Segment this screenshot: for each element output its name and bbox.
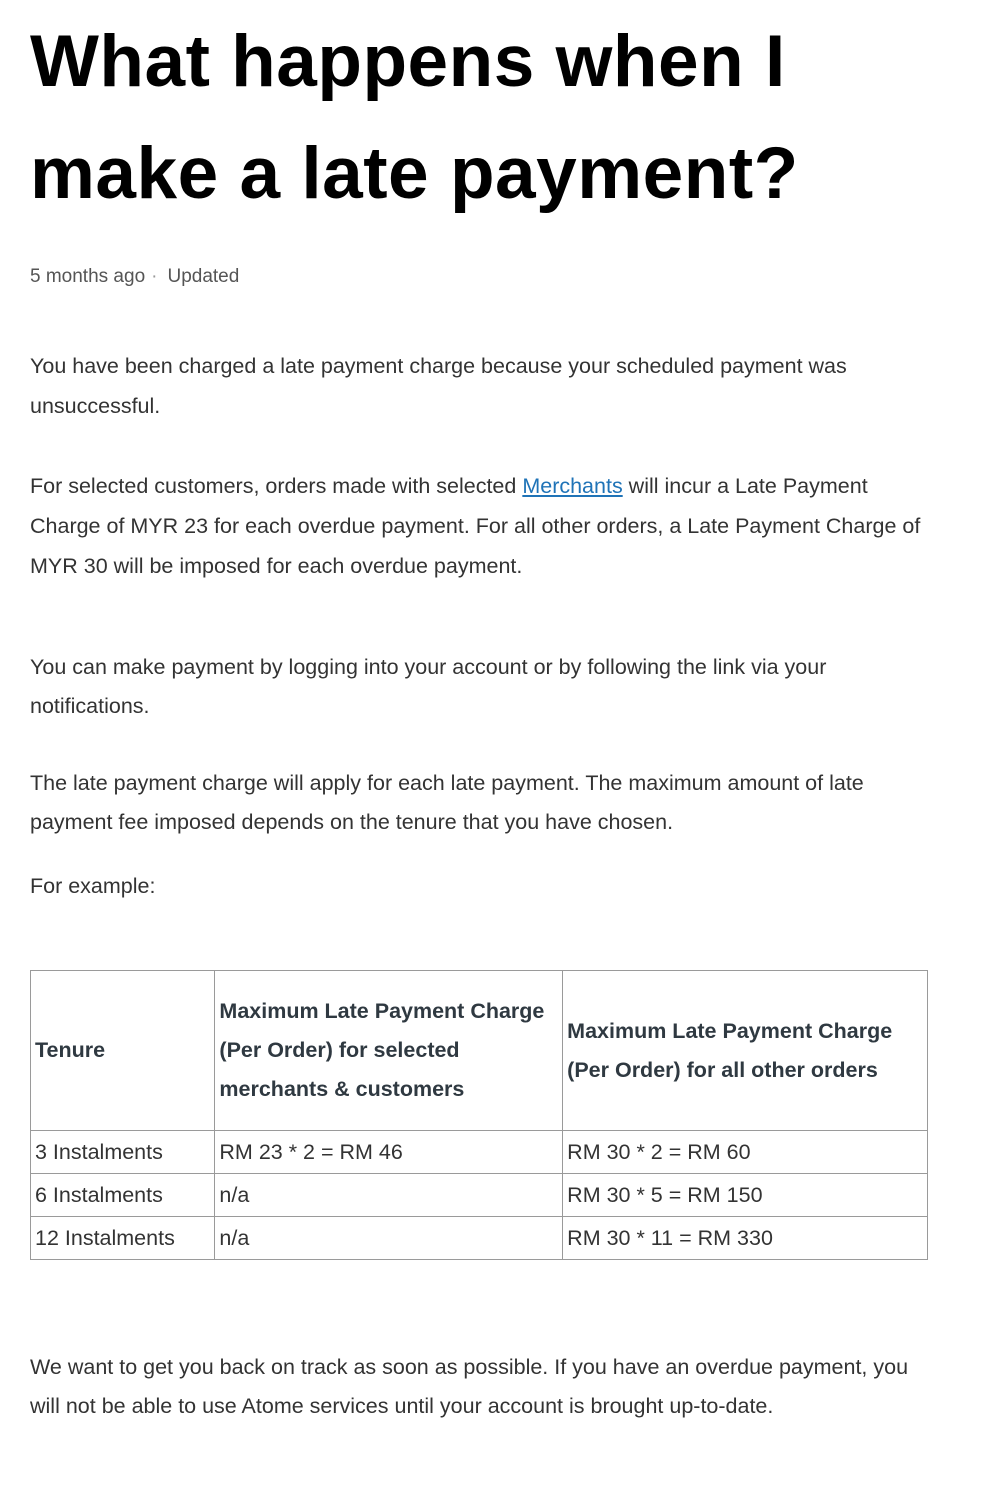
paragraph-max-fee: The late payment charge will apply for each late payment. The maximum amount of late payment fee imposed depends on the tenure that you have chosen.: [30, 771, 864, 834]
paragraph-late-charge-reason: You have been charged a late payment charge because your scheduled payment was unsuccessful.: [30, 354, 847, 418]
table-header-other-orders: Maximum Late Payment Charge (Per Order) for all other orders: [563, 971, 928, 1131]
merchants-link[interactable]: Merchants: [522, 474, 623, 498]
paragraph-how-to-pay: You can make payment by logging into your account or by following the link via your notifications.: [30, 655, 827, 718]
paragraph-charge-amounts-start: For selected customers, orders made with selected: [30, 474, 523, 498]
table-row: [31, 1174, 928, 1217]
table-row: [31, 1217, 928, 1260]
table-header-row: [31, 971, 928, 1131]
table-cell-other-charge: RM 30 * 5 = RM 150: [563, 1174, 928, 1217]
article-meta: [30, 264, 239, 290]
paragraph-charge-amounts-end: will incur a Late Payment Charge of MYR 23 for each overdue payment. For all other orders, a Late Payment Charge of MYR 30 will be imposed for each overdue payment.: [30, 474, 921, 578]
table-header-tenure: Tenure: [31, 971, 215, 1131]
late-fee-table: [30, 970, 928, 1260]
table-cell-selected-charge: n/a: [215, 1174, 563, 1217]
table-cell-tenure: 12 Instalments: [31, 1217, 215, 1260]
table-cell-tenure: 6 Instalments: [31, 1174, 215, 1217]
paragraph-for-example: For example:: [30, 874, 156, 898]
table-header-selected-merchants: Maximum Late Payment Charge (Per Order) for selected merchants & customers: [215, 971, 563, 1131]
table-cell-selected-charge: RM 23 * 2 = RM 46: [215, 1131, 563, 1174]
table-cell-other-charge: RM 30 * 2 = RM 60: [563, 1131, 928, 1174]
table-cell-other-charge: RM 30 * 11 = RM 330: [563, 1217, 928, 1260]
table-row: [31, 1131, 928, 1174]
paragraph-charge-amounts: [30, 466, 930, 586]
table-cell-tenure: 3 Instalments: [31, 1131, 215, 1174]
article-updated-status: Updated: [167, 266, 240, 287]
table-cell-selected-charge: n/a: [215, 1217, 563, 1260]
paragraph-overdue-restriction: We want to get you back on track as soon as possible. If you have an overdue payment, you will not be able to use Atome services until your account is brought up-to-date.: [30, 1355, 909, 1418]
page-title: What happens when I make a late payment?: [30, 21, 799, 214]
article-age: 5 months ago: [30, 266, 146, 287]
meta-separator: ·: [151, 266, 158, 287]
